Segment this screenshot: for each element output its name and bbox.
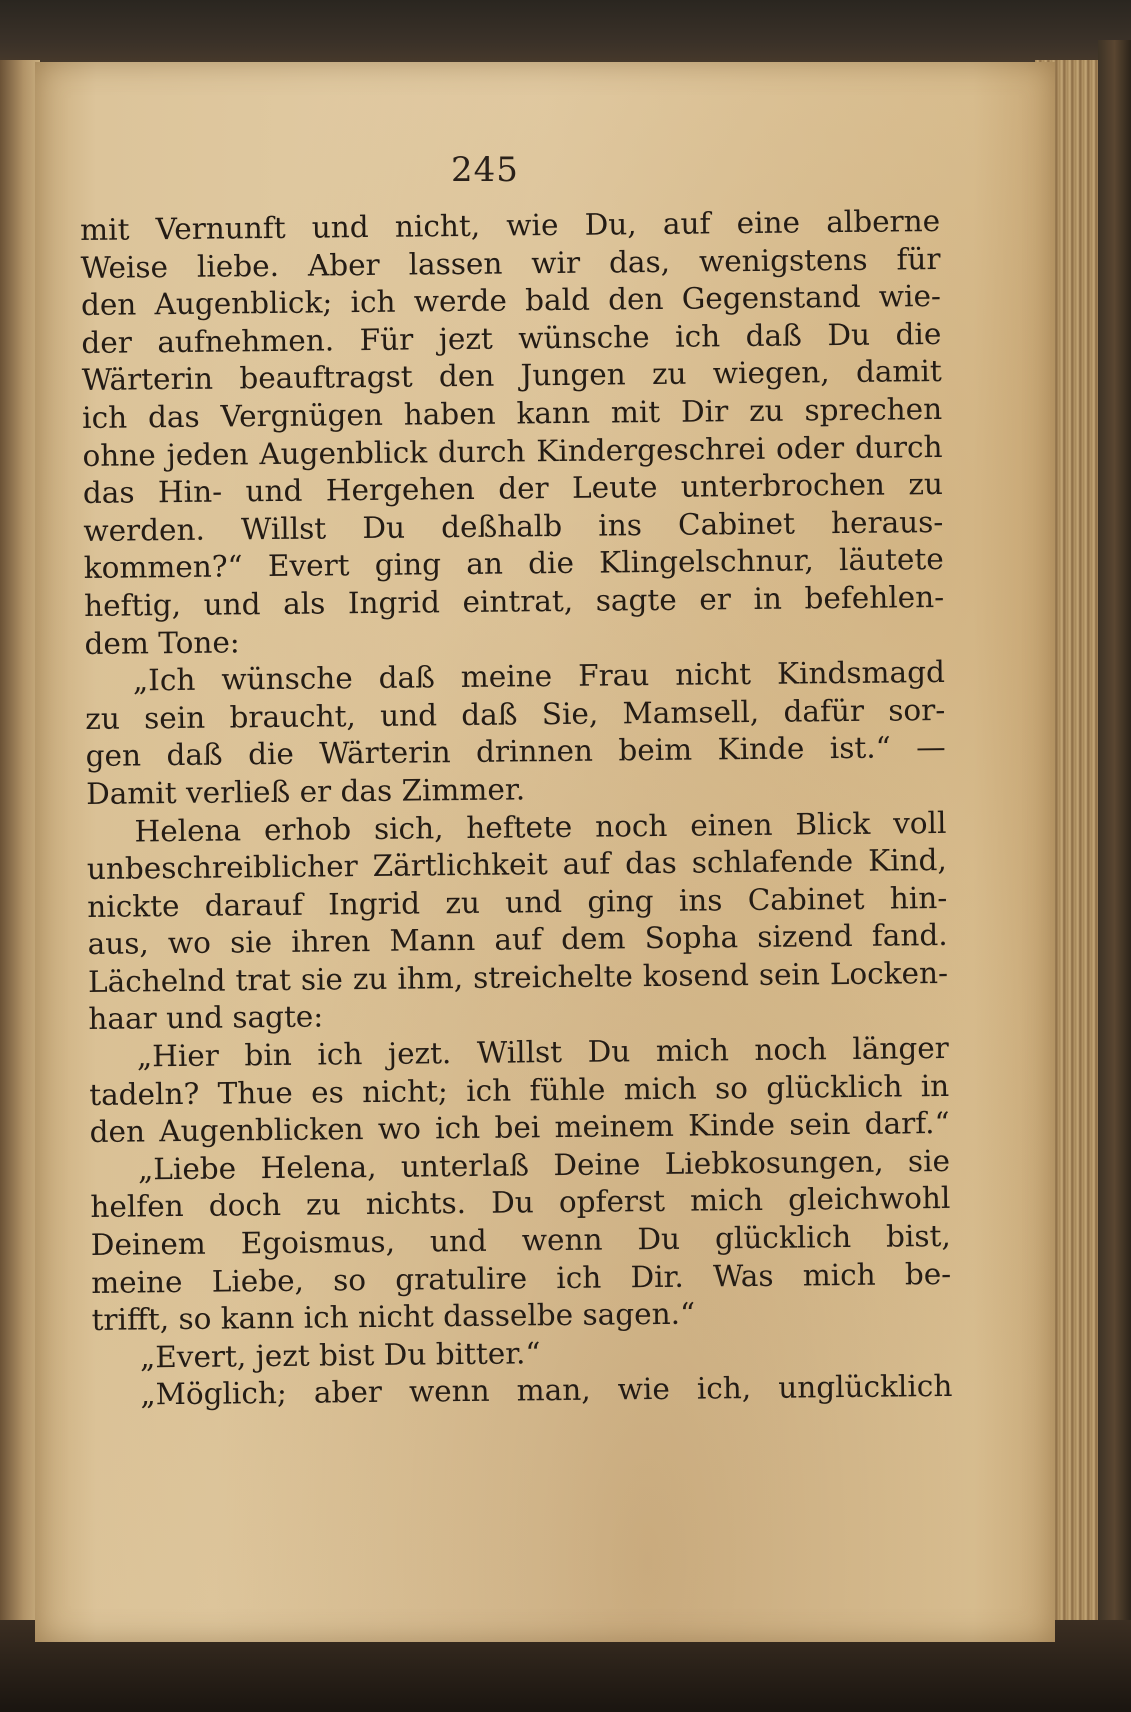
page-number: 245 — [451, 150, 519, 190]
text-line: tadeln? Thue es nicht; ich fühle mich so glücklich in — [89, 1068, 950, 1112]
book-cover-edge — [1098, 40, 1131, 1640]
text-line: Deinem Egoismus, und wenn Du glücklich bist, — [90, 1218, 951, 1262]
text-line: den Augenblicken wo ich bei meinem Kinde sein darf.“ — [89, 1106, 950, 1150]
text-line: gen daß die Wärterin drinnen beim Kinde ist.“ — — [85, 730, 946, 774]
text-line: aus, wo sie ihren Mann auf dem Sopha sizend fand. — [87, 918, 948, 962]
text-line: kommen?“ Evert ging an die Klingelschnur, läutete — [83, 542, 944, 586]
text-line: „Möglich; aber wenn man, wie ich, unglücklich — [140, 1369, 953, 1412]
text-line: meine Liebe, so gratulire ich Dir. Was mich be- — [91, 1256, 952, 1300]
text-line: haar und sagte: — [88, 999, 324, 1037]
text-line: „Evert, jezt bist Du bitter.“ — [139, 1336, 541, 1375]
text-line: heftig, und als Ingrid eintrat, sagte er in befehlen- — [83, 579, 945, 623]
book-page — [35, 62, 1055, 1642]
book-top-edge — [0, 0, 1131, 70]
text-line: werden. Willst Du deßhalb ins Cabinet heraus- — [83, 504, 944, 548]
text-line: Helena erhob sich, heftete noch einen Blick voll — [134, 805, 947, 848]
previous-page-edge — [0, 60, 40, 1660]
text-line: Lächelnd trat sie zu ihm, streichelte kosend sein Locken- — [87, 955, 949, 999]
text-line: nickte darauf Ingrid zu und ging ins Cabinet hin- — [87, 880, 948, 924]
text-line: „Liebe Helena, unterlaß Deine Liebkosungen, sie — [137, 1143, 951, 1187]
text-line: ich das Vergnügen haben kann mit Dir zu sprechen — [81, 391, 943, 435]
text-line: „Hier bin ich jezt. Willst Du mich noch länger — [136, 1031, 949, 1074]
text-line: das Hin- und Hergehen der Leute unterbrochen zu — [82, 467, 944, 511]
text-line: helfen doch zu nichts. Du opferst mich gleichwohl — [90, 1181, 951, 1225]
text-line: mit Vernunft und nicht, wie Du, auf eine alberne — [80, 203, 941, 247]
text-line: zu sein braucht, und daß Sie, Mamsell, dafür sor- — [85, 692, 946, 736]
text-line: unbeschreiblicher Zärtlichkeit auf das schlafende Kind, — [86, 843, 948, 887]
text-line: Weise liebe. Aber lassen wir das, wenigstens für — [80, 241, 941, 285]
text-line: „Ich wünsche daß meine Frau nicht Kindsmagd — [132, 655, 946, 698]
text-line: Wärterin beauftragst den Jungen zu wiegen, damit — [81, 354, 942, 398]
text-line: dem Tone: — [84, 624, 240, 661]
text-line: Damit verließ er das Zimmer. — [85, 772, 526, 811]
text-line: der aufnehmen. Für jezt wünsche ich daß Du die — [81, 316, 942, 360]
page-text — [80, 203, 953, 1415]
text-line: den Augenblick; ich werde bald den Gegenstand wie- — [80, 279, 942, 323]
text-line: trifft, so kann ich nicht dasselbe sagen.“ — [91, 1296, 696, 1338]
text-line: ohne jeden Augenblick durch Kindergeschrei oder durch — [82, 429, 943, 473]
